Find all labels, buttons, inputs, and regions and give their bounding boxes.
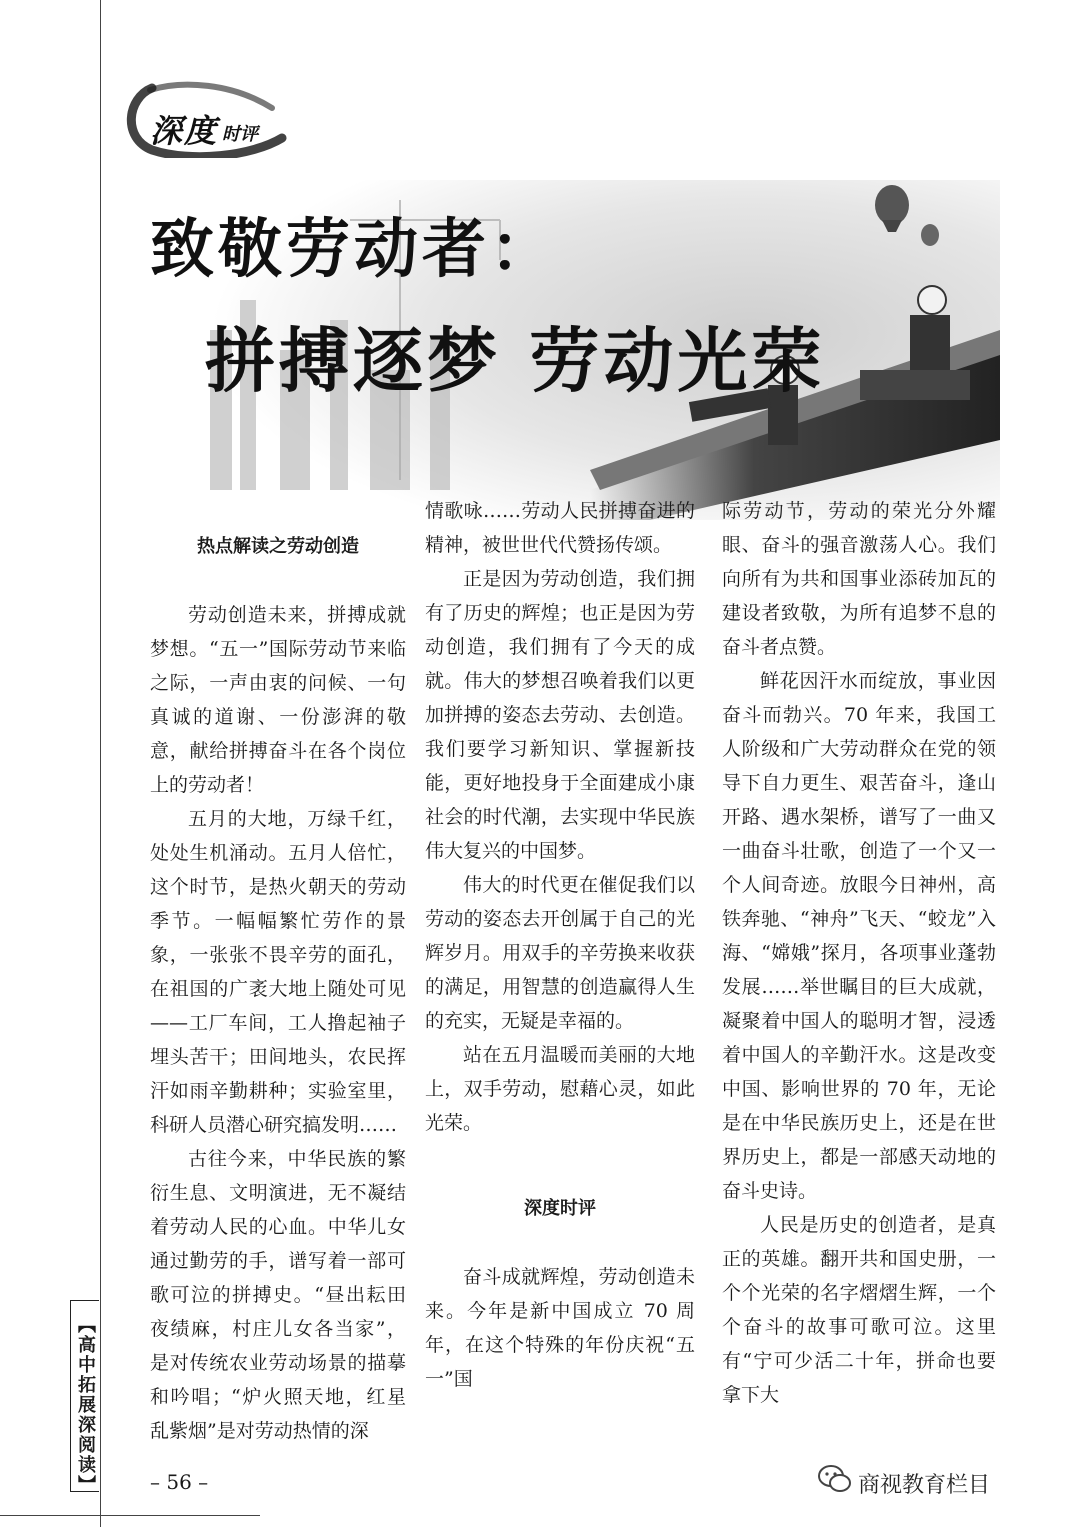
text-column-3 <box>722 494 996 1412</box>
logo-sub-text: 时评 <box>222 124 258 145</box>
section-heading: 深度时评 <box>524 1198 596 1219</box>
page-number: – 56 – <box>150 1470 209 1494</box>
paragraph: 劳动创造未来，拼搏成就梦想。“五一”国际劳动节来临之际，一声由衷的问候、一句真诚的道谢、一份澎湃的敬意，献给拼搏奋斗在各个岗位上的劳动者！ <box>150 604 406 796</box>
paragraph-continued: 际劳动节，劳动的荣光分外耀眼、奋斗的强音激荡人心。我们向所有为共和国事业添砖加瓦的建设者致敬，为所有追梦不息的奋斗者点赞。 <box>722 500 996 658</box>
paragraph-continued: 情歌咏……劳动人民拼搏奋进的精神，被世世代代赞扬传颂。 <box>425 500 695 556</box>
paragraph: 奋斗成就辉煌，劳动创造未来。今年是新中国成立 70 周年，在这个特殊的年份庆祝“五一”国 <box>425 1266 695 1390</box>
wechat-icon <box>818 1464 852 1494</box>
logo-main-text: 深度 <box>150 112 219 150</box>
article-title-line1: 致敬劳动者： <box>150 213 558 287</box>
brand-watermark <box>858 1468 990 1499</box>
section-heading: 热点解读之劳动创造 <box>197 536 359 557</box>
article-title-line2: 拼搏逐梦 劳动光荣 <box>205 320 826 402</box>
text-column-1 <box>150 530 406 1448</box>
paragraph: 人民是历史的创造者，是真正的英雄。翻开共和国史册，一个个光荣的名字熠熠生辉，一个个奋斗的故事可歌可泣。这里有“宁可少活二十年，拼命也要拿下大 <box>722 1214 996 1406</box>
paragraph: 站在五月温暖而美丽的大地上，双手劳动，慰藉心灵，如此光荣。 <box>425 1044 695 1134</box>
side-label-text: 【高中拓展深阅读】 <box>75 1315 96 1495</box>
paragraph: 五月的大地，万绿千红，处处生机涌动。五月人倍忙，这个时节，是热火朝天的劳动季节。一幅幅繁忙劳作的景象，一张张不畏辛劳的面孔，在祖国的广袤大地上随处可见——工厂车间，工人撸起袖子埋头苦干；田间地头，农民挥汗如雨辛勤耕种；实验室里，科研人员潜心研究搞发明…… <box>150 808 406 1136</box>
side-series-label <box>70 1300 99 1495</box>
margin-bottom-line <box>0 1515 260 1516</box>
paragraph: 鲜花因汗水而绽放，事业因奋斗而勃兴。70 年来，我国工人阶级和广大劳动群众在党的领导下自力更生、艰苦奋斗，逢山开路、遇水架桥，谱写了一曲又一曲奋斗壮歌，创造了一个又一个人间奇迹。放眼今日神州，高铁奔驰、“神舟”飞天、“蛟龙”入海、“嫦娥”探月，各项事业蓬勃发展……举世瞩目的巨大成就，凝聚着中国人的聪明才智，浸透着中国人的辛勤汗水。这是改变中国、影响世界的 70 年，无论是在中华民族历史上，还是在世界历史上，都是一部感天动地的奋斗史诗。 <box>722 670 996 1202</box>
text-column-2 <box>425 494 695 1396</box>
margin-vertical-line <box>100 0 101 1527</box>
paragraph: 伟大的时代更在催促我们以劳动的姿态去开创属于自己的光辉岁月。用双手的辛劳换来收获的满足，用智慧的创造赢得人生的充实，无疑是幸福的。 <box>425 874 695 1032</box>
brand-text: 商视教育栏目 <box>858 1473 991 1498</box>
column-logo <box>122 78 292 158</box>
paragraph: 古往今来，中华民族的繁衍生息、文明演进，无不凝结着劳动人民的心血。中华儿女通过勤劳的手，谱写着一部可歌可泣的拼搏史。“昼出耘田夜绩麻，村庄儿女各当家”，是对传统农业劳动场景的描摹和吟唱；“炉火照天地，红星乱紫烟”是对劳动热情的深 <box>150 1148 406 1442</box>
paragraph: 正是因为劳动创造，我们拥有了历史的辉煌；也正是因为劳动创造，我们拥有了今天的成就。伟大的梦想召唤着我们以更加拼搏的姿态去劳动、去创造。我们要学习新知识、掌握新技能，更好地投身于全面建成小康社会的时代潮，去实现中华民族伟大复兴的中国梦。 <box>425 568 695 862</box>
